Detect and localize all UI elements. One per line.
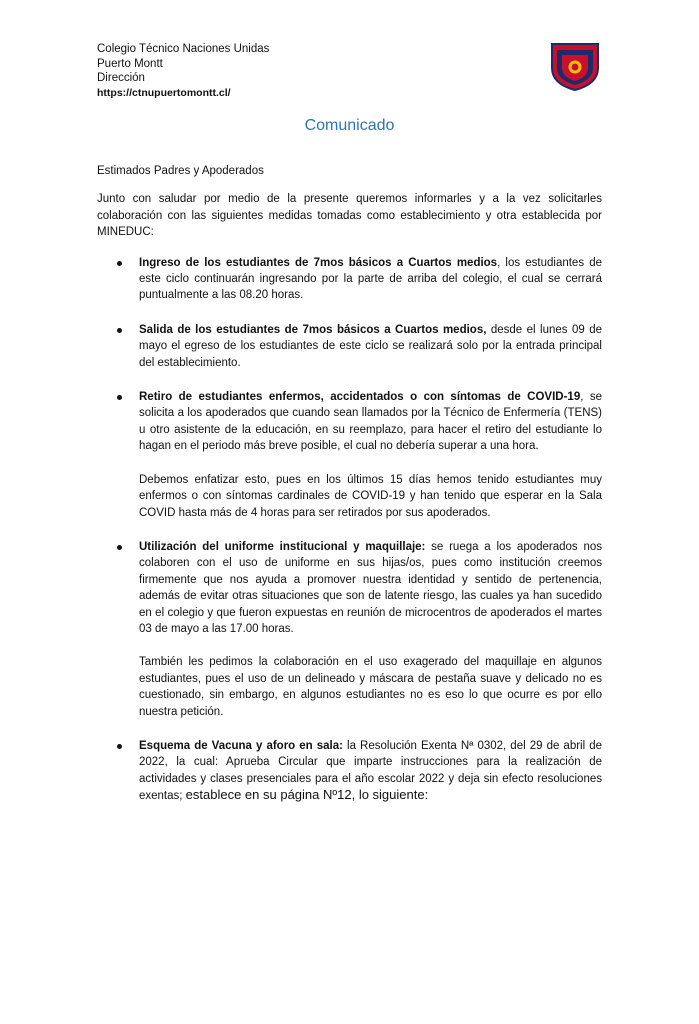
item-text: , se solicita a los apoderados que cuando sean llamados por la Técnico de Enfermería (TENS) u otro asistente de la educación, en su reemplazo, para hacer el retiro del estudiante lo hagan en el periodo más breve posible, el cual no debería superar a una hora. <box>139 391 602 453</box>
item-heading: Salida de los estudiantes de 7mos básicos a Cuartos medios, <box>139 323 487 336</box>
bullet-icon <box>117 744 122 749</box>
item-text: la Resolución Exenta Nª 0302, del 29 de abril de 2022, la cual: Aprueba Circular que imparte instrucciones para la realización de actividades y clases presenciales para el año escolar 2022 y deja sin efecto resoluciones exentas; <box>139 739 603 803</box>
list-item <box>97 322 602 371</box>
document-title: Comunicado <box>304 117 395 134</box>
item-paragraph <box>139 322 602 371</box>
bullet-icon <box>117 545 122 550</box>
letterhead <box>97 42 269 100</box>
school-shield-logo <box>548 38 602 92</box>
item-heading: Esquema de Vacuna y aforo en sala: <box>139 739 343 752</box>
list-item <box>97 389 602 521</box>
measures-list <box>97 255 602 805</box>
list-item <box>97 255 602 304</box>
item-heading: Utilización del uniforme institucional y maquillaje: <box>139 540 426 553</box>
school-city: Puerto Montt <box>97 57 163 70</box>
greeting: Estimados Padres y Apoderados <box>97 165 264 177</box>
item-extra-paragraph: También les pedimos la colaboración en el uso exagerado del maquillaje en algunos estudiantes, pues el uso de un delineado y máscara de pestaña suave y delicado no es cuestionado, sin embargo, en algunos estudiantes no es eso lo que ocurre es por ello nuestra petición. <box>139 656 602 718</box>
item-paragraph <box>139 389 602 455</box>
school-url-link[interactable]: https://ctnupuertomontt.cl/ <box>97 86 231 99</box>
item-paragraph <box>139 255 602 304</box>
item-paragraph <box>139 738 602 805</box>
document-body <box>97 163 602 805</box>
item-heading: Retiro de estudiantes enfermos, accidentados o con síntomas de COVID-19 <box>139 391 581 404</box>
bullet-icon <box>117 395 122 400</box>
item-heading: Ingreso de los estudiantes de 7mos básicos a Cuartos medios <box>139 256 498 269</box>
item-paragraph <box>139 539 602 637</box>
bullet-icon <box>117 261 122 266</box>
item-tail-text: establece en su página Nº12, lo siguiente: <box>185 787 429 803</box>
list-item <box>97 539 602 720</box>
school-name: Colegio Técnico Naciones Unidas <box>97 43 270 55</box>
bullet-icon <box>117 328 122 333</box>
list-item <box>97 738 602 805</box>
item-text: se ruega a los apoderados nos colaboren con el uso de uniforme en sus hijas/os, pues como institución creemos firmemente que nos ayuda a promover nuestra identidad y sentido de pertenencia, además de evitar otras situaciones que son de latente riesgo, las cuales ya han sucedido en el colegio y que fueron expuestas en reunión de microcentros de apoderados el martes 03 de mayo a las 17.00 horas. <box>139 540 602 635</box>
item-text: desde el lunes 09 de mayo el egreso de los estudiantes de este ciclo se realizará solo por la entrada principal del establecimiento. <box>139 323 603 369</box>
intro-paragraph: Junto con saludar por medio de la presente queremos informarles y a la vez solicitarles colaboración con las siguientes medidas tomadas como establecimiento y otra establecida por MINEDUC: <box>97 193 602 239</box>
item-text: , los estudiantes de este ciclo continuarán ingresando por la parte de arriba del colegio, el cual se cerrará puntualmente a las 08.20 horas. <box>139 256 603 302</box>
school-department: Dirección <box>97 72 145 85</box>
item-extra-paragraph: Debemos enfatizar esto, pues en los últimos 15 días hemos tenido estudiantes muy enfermos o con síntomas cardinales de COVID-19 y han tenido que esperar en la Sala COVID hasta más de 4 horas para ser retirados por sus apoderados. <box>139 473 602 519</box>
